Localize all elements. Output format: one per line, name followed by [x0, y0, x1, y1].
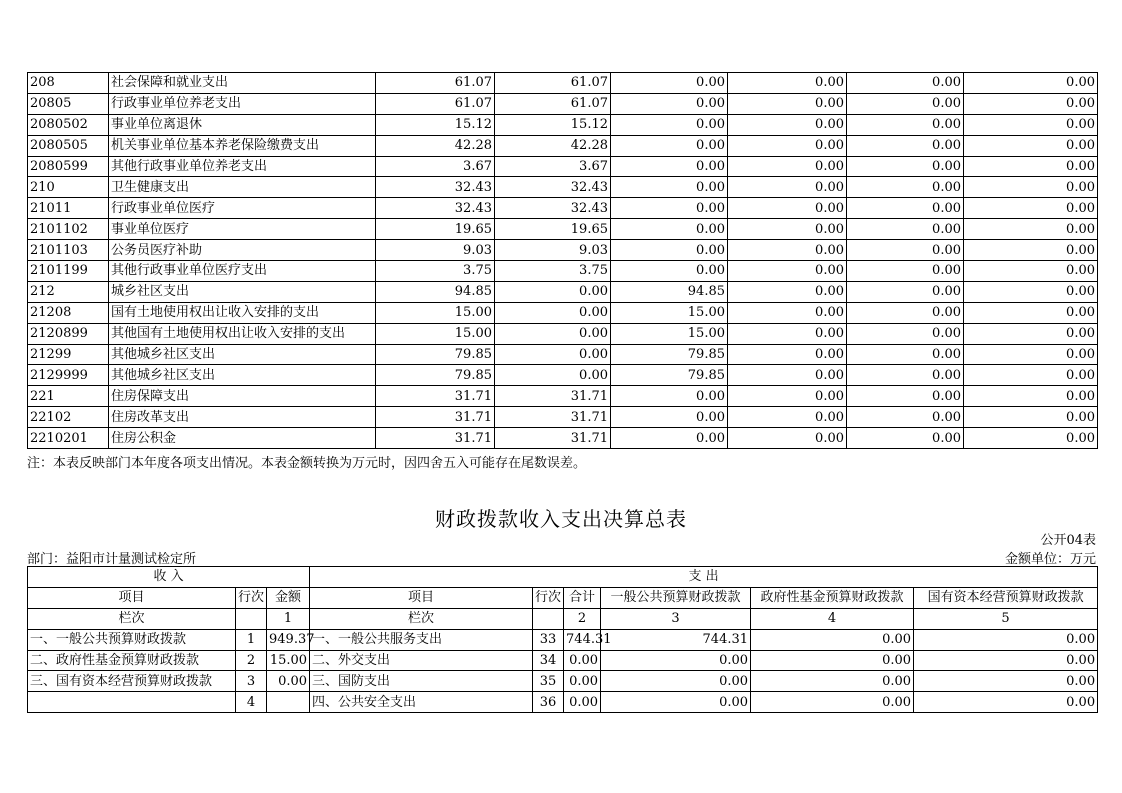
table-row	[28, 177, 1098, 198]
row-value: 31.71	[376, 386, 495, 407]
row-value: 0.00	[847, 386, 964, 407]
row-value: 9.03	[495, 240, 611, 261]
row-code: 20805	[28, 93, 109, 114]
row-value: 0.00	[728, 219, 847, 240]
row-code: 2129999	[28, 365, 109, 386]
row-value: 0.00	[847, 73, 964, 94]
row-value: 0.00	[847, 156, 964, 177]
table-row	[28, 219, 1098, 240]
row-value: 0.00	[964, 114, 1098, 135]
row-value: 0.00	[728, 261, 847, 282]
cell-general: 0.00	[601, 692, 751, 713]
row-value: 0.00	[847, 407, 964, 428]
department-label: 部门：益阳市计量测试检定所	[27, 552, 197, 567]
table-row	[28, 323, 1098, 344]
row-value: 0.00	[728, 93, 847, 114]
row-value: 0.00	[611, 177, 728, 198]
row-value: 0.00	[611, 198, 728, 219]
row-value: 79.85	[611, 365, 728, 386]
row-value: 32.43	[376, 198, 495, 219]
table-row	[28, 240, 1098, 261]
row-name: 其他行政事业单位医疗支出	[109, 261, 376, 282]
cell-ex-line: 35	[533, 671, 564, 692]
cell-in-amt: 949.37	[267, 629, 310, 650]
row-value: 0.00	[964, 240, 1098, 261]
table-row	[28, 629, 1098, 650]
page-title: 财政拨款收入支出决算总表	[435, 507, 687, 531]
row-value: 0.00	[611, 135, 728, 156]
row-value: 0.00	[728, 365, 847, 386]
row-name: 事业单位医疗	[109, 219, 376, 240]
cell-total: 0.00	[564, 692, 601, 713]
row-value: 3.75	[376, 261, 495, 282]
row-name: 社会保障和就业支出	[109, 73, 376, 94]
cell-ex-item: 四、公共安全支出	[310, 692, 533, 713]
col-expense-item: 项目	[310, 587, 533, 608]
table-row	[28, 135, 1098, 156]
row-value: 0.00	[728, 386, 847, 407]
row-value: 31.71	[376, 407, 495, 428]
cell-general: 744.31	[601, 629, 751, 650]
idx-4: 4	[751, 608, 914, 629]
row-value: 94.85	[376, 281, 495, 302]
cell-in-item	[28, 692, 236, 713]
idx-1: 1	[267, 608, 310, 629]
cell-in-item: 三、国有资本经营预算财政拨款	[28, 671, 236, 692]
row-value: 0.00	[847, 281, 964, 302]
header-row-2	[28, 587, 1098, 608]
form-code: 公开04表	[1040, 533, 1096, 548]
idx-3: 3	[601, 608, 751, 629]
row-name: 其他城乡社区支出	[109, 344, 376, 365]
row-code: 210	[28, 177, 109, 198]
row-value: 0.00	[964, 93, 1098, 114]
cell-in-amt: 15.00	[267, 650, 310, 671]
row-value: 0.00	[611, 240, 728, 261]
row-value: 9.03	[376, 240, 495, 261]
row-value: 0.00	[728, 73, 847, 94]
row-value: 0.00	[611, 428, 728, 449]
row-value: 42.28	[495, 135, 611, 156]
row-name: 住房保障支出	[109, 386, 376, 407]
expense-header: 支 出	[310, 567, 1098, 588]
row-value: 0.00	[728, 344, 847, 365]
row-value: 0.00	[847, 135, 964, 156]
row-value: 0.00	[495, 344, 611, 365]
col-income-item: 项目	[28, 587, 236, 608]
row-value: 0.00	[964, 365, 1098, 386]
cell-fund: 0.00	[751, 692, 914, 713]
row-value: 0.00	[728, 240, 847, 261]
col-fund: 政府性基金预算财政拨款	[751, 587, 914, 608]
row-code: 212	[28, 281, 109, 302]
row-value: 0.00	[847, 93, 964, 114]
cell-fund: 0.00	[751, 629, 914, 650]
table-row	[28, 386, 1098, 407]
cell-total: 744.31	[564, 629, 601, 650]
row-value: 0.00	[964, 323, 1098, 344]
row-value: 0.00	[495, 323, 611, 344]
row-code: 2080502	[28, 114, 109, 135]
cell-in-item: 二、政府性基金预算财政拨款	[28, 650, 236, 671]
row-value: 0.00	[847, 302, 964, 323]
row-name: 行政事业单位养老支出	[109, 93, 376, 114]
row-value: 31.71	[495, 428, 611, 449]
row-value: 0.00	[495, 281, 611, 302]
table-row	[28, 407, 1098, 428]
row-value: 0.00	[728, 302, 847, 323]
cell-state: 0.00	[914, 671, 1098, 692]
row-value: 0.00	[964, 281, 1098, 302]
row-value: 3.75	[495, 261, 611, 282]
cell-state: 0.00	[914, 650, 1098, 671]
row-value: 0.00	[611, 386, 728, 407]
col-total: 合计	[564, 587, 601, 608]
row-value: 15.00	[376, 302, 495, 323]
row-name: 城乡社区支出	[109, 281, 376, 302]
row-value: 0.00	[964, 156, 1098, 177]
row-value: 94.85	[611, 281, 728, 302]
row-value: 0.00	[728, 407, 847, 428]
row-value: 42.28	[376, 135, 495, 156]
row-value: 0.00	[964, 219, 1098, 240]
income-header: 收 入	[28, 567, 310, 588]
row-name: 行政事业单位医疗	[109, 198, 376, 219]
cell-general: 0.00	[601, 650, 751, 671]
table-row	[28, 93, 1098, 114]
unit-label: 金额单位：万元	[1004, 552, 1096, 567]
table-row	[28, 261, 1098, 282]
row-value: 32.43	[495, 177, 611, 198]
row-value: 0.00	[847, 428, 964, 449]
row-value: 61.07	[495, 93, 611, 114]
row-value: 0.00	[964, 198, 1098, 219]
row-value: 32.43	[495, 198, 611, 219]
row-name: 其他城乡社区支出	[109, 365, 376, 386]
cell-in-line: 2	[236, 650, 267, 671]
row-value: 0.00	[728, 323, 847, 344]
row-value: 3.67	[495, 156, 611, 177]
row-value: 61.07	[495, 73, 611, 94]
table-row	[28, 692, 1098, 713]
col-general: 一般公共预算财政拨款	[601, 587, 751, 608]
row-code: 2080505	[28, 135, 109, 156]
table-row	[28, 198, 1098, 219]
row-name: 住房公积金	[109, 428, 376, 449]
row-value: 19.65	[495, 219, 611, 240]
row-value: 0.00	[964, 73, 1098, 94]
row-code: 221	[28, 386, 109, 407]
row-value: 15.12	[495, 114, 611, 135]
row-value: 0.00	[847, 365, 964, 386]
row-code: 2101102	[28, 219, 109, 240]
row-value: 0.00	[964, 386, 1098, 407]
row-code: 2101103	[28, 240, 109, 261]
fiscal-summary-table	[27, 566, 1098, 713]
row-value: 0.00	[728, 177, 847, 198]
row-value: 0.00	[964, 302, 1098, 323]
row-value: 15.00	[376, 323, 495, 344]
row-code: 22102	[28, 407, 109, 428]
row-value: 0.00	[847, 344, 964, 365]
row-value: 0.00	[847, 219, 964, 240]
table-row	[28, 114, 1098, 135]
lanci-income: 栏次	[28, 608, 236, 629]
table-row	[28, 344, 1098, 365]
cell-fund: 0.00	[751, 671, 914, 692]
header-row-1	[28, 567, 1098, 588]
row-value: 15.00	[611, 302, 728, 323]
row-name: 其他国有土地使用权出让收入安排的支出	[109, 323, 376, 344]
cell-in-line: 3	[236, 671, 267, 692]
table-row	[28, 281, 1098, 302]
row-value: 0.00	[611, 156, 728, 177]
col-income-amount: 金额	[267, 587, 310, 608]
row-value: 0.00	[964, 428, 1098, 449]
row-name: 事业单位离退休	[109, 114, 376, 135]
cell-total: 0.00	[564, 650, 601, 671]
row-value: 79.85	[376, 365, 495, 386]
row-value: 0.00	[728, 428, 847, 449]
row-value: 31.71	[495, 386, 611, 407]
table-row	[28, 365, 1098, 386]
row-code: 21011	[28, 198, 109, 219]
row-value: 0.00	[964, 135, 1098, 156]
lanci-expense: 栏次	[310, 608, 533, 629]
idx-5: 5	[914, 608, 1098, 629]
table-row	[28, 156, 1098, 177]
col-state: 国有资本经营预算财政拨款	[914, 587, 1098, 608]
row-value: 0.00	[964, 177, 1098, 198]
row-value: 0.00	[964, 261, 1098, 282]
row-value: 15.00	[611, 323, 728, 344]
row-name: 公务员医疗补助	[109, 240, 376, 261]
cell-total: 0.00	[564, 671, 601, 692]
row-value: 0.00	[611, 407, 728, 428]
table-row	[28, 650, 1098, 671]
cell-state: 0.00	[914, 629, 1098, 650]
row-value: 0.00	[847, 240, 964, 261]
row-value: 0.00	[495, 302, 611, 323]
row-value: 79.85	[376, 344, 495, 365]
row-value: 0.00	[728, 156, 847, 177]
row-value: 0.00	[611, 219, 728, 240]
row-value: 0.00	[847, 114, 964, 135]
row-value: 0.00	[611, 261, 728, 282]
table-note: 注：本表反映部门本年度各项支出情况。本表金额转换为万元时，因四舍五入可能存在尾数误差。	[27, 456, 587, 471]
row-code: 21208	[28, 302, 109, 323]
row-code: 2101199	[28, 261, 109, 282]
row-name: 机关事业单位基本养老保险缴费支出	[109, 135, 376, 156]
row-value: 61.07	[376, 73, 495, 94]
cell-in-amt: 0.00	[267, 671, 310, 692]
row-value: 0.00	[728, 135, 847, 156]
row-value: 0.00	[611, 114, 728, 135]
row-value: 0.00	[728, 281, 847, 302]
cell-ex-item: 一、一般公共服务支出	[310, 629, 533, 650]
empty-cell	[533, 608, 564, 629]
table-row	[28, 428, 1098, 449]
row-name: 住房改革支出	[109, 407, 376, 428]
row-name: 国有土地使用权出让收入安排的支出	[109, 302, 376, 323]
row-value: 15.12	[376, 114, 495, 135]
cell-general: 0.00	[601, 671, 751, 692]
row-code: 2080599	[28, 156, 109, 177]
cell-ex-line: 36	[533, 692, 564, 713]
row-code: 21299	[28, 344, 109, 365]
cell-ex-line: 33	[533, 629, 564, 650]
row-value: 0.00	[728, 198, 847, 219]
col-income-line: 行次	[236, 587, 267, 608]
row-value: 0.00	[847, 198, 964, 219]
cell-in-line: 1	[236, 629, 267, 650]
row-value: 0.00	[964, 344, 1098, 365]
row-value: 31.71	[495, 407, 611, 428]
cell-ex-item: 二、外交支出	[310, 650, 533, 671]
expense-detail-table	[27, 72, 1098, 449]
row-value: 0.00	[847, 177, 964, 198]
row-code: 2120899	[28, 323, 109, 344]
cell-ex-line: 34	[533, 650, 564, 671]
row-value: 0.00	[964, 407, 1098, 428]
header-row-3	[28, 608, 1098, 629]
row-value: 0.00	[728, 114, 847, 135]
table-row	[28, 671, 1098, 692]
col-expense-line: 行次	[533, 587, 564, 608]
row-code: 2210201	[28, 428, 109, 449]
cell-ex-item: 三、国防支出	[310, 671, 533, 692]
row-value: 32.43	[376, 177, 495, 198]
row-value: 19.65	[376, 219, 495, 240]
row-value: 0.00	[495, 365, 611, 386]
row-value: 3.67	[376, 156, 495, 177]
cell-state: 0.00	[914, 692, 1098, 713]
row-value: 61.07	[376, 93, 495, 114]
cell-in-amt	[267, 692, 310, 713]
row-name: 卫生健康支出	[109, 177, 376, 198]
row-value: 0.00	[847, 261, 964, 282]
row-value: 0.00	[847, 323, 964, 344]
row-value: 79.85	[611, 344, 728, 365]
cell-in-line: 4	[236, 692, 267, 713]
row-value: 0.00	[611, 73, 728, 94]
row-code: 208	[28, 73, 109, 94]
row-name: 其他行政事业单位养老支出	[109, 156, 376, 177]
idx-2: 2	[564, 608, 601, 629]
empty-cell	[236, 608, 267, 629]
cell-in-item: 一、一般公共预算财政拨款	[28, 629, 236, 650]
cell-fund: 0.00	[751, 650, 914, 671]
row-value: 31.71	[376, 428, 495, 449]
table-row	[28, 302, 1098, 323]
row-value: 0.00	[611, 93, 728, 114]
table-row	[28, 73, 1098, 94]
